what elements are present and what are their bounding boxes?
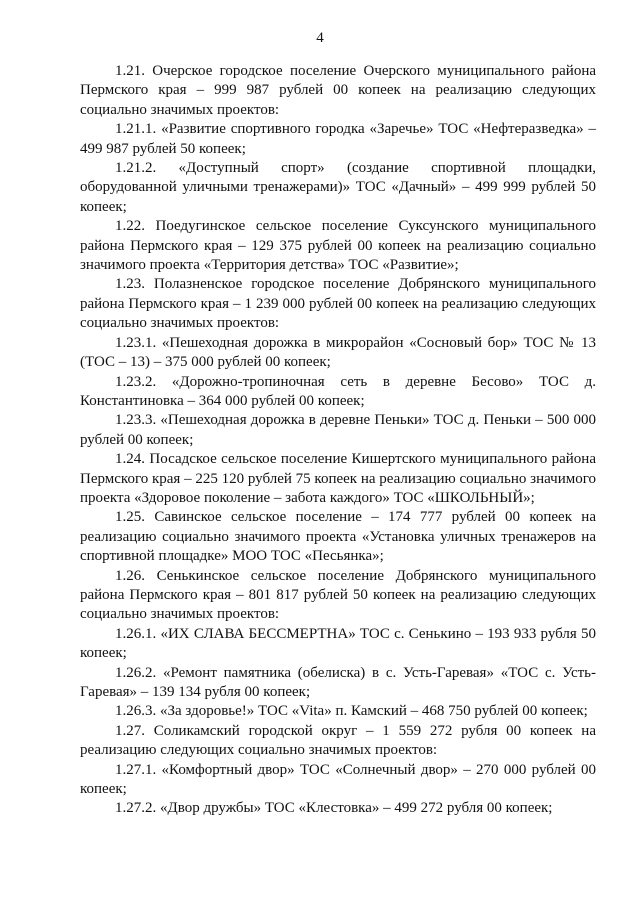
paragraph-1-23-2: 1.23.2. «Дорожно-тропиночная сеть в деревне Бесово» ТОС д. Константиновка – 364 000 рублей 00 копеек; [80,373,596,409]
paragraph-1-26: 1.26. Сенькинское сельское поселение Добрянского муниципального района Пермского края – 801 817 рублей 50 копеек на реализацию следующих социально значимых проектов: [80,567,596,623]
paragraph-1-26-3: 1.26.3. «За здоровье!» ТОС «Vita» п. Камский – 468 750 рублей 00 копеек; [115,703,588,720]
paragraph-1-25: 1.25. Савинское сельское поселение – 174 777 рублей 00 копеек на реализацию социально значимого проекта «Установка уличных тренажеров на спортивной площадке» МОО ТОС «Песьянка»; [80,509,596,565]
page-number: 4 [316,30,324,46]
paragraph-1-27-2: 1.27.2. «Двор дружбы» ТОС «Клестовка» – 499 272 рубля 00 копеек; [115,800,553,817]
paragraph-1-27: 1.27. Соликамский городской округ – 1 559 272 рубля 00 копеек на реализацию следующих социально значимых проектов: [80,722,596,759]
paragraph-1-22: 1.22. Поедугинское сельское поселение Суксунского муниципального района Пермского края – 129 375 рублей 00 копеек на реализацию социально значимого проекта «Территория детства» ТОС «Развитие»; [80,218,596,274]
document-body [80,62,596,819]
paragraph-1-23-1: 1.23.1. «Пешеходная дорожка в микрорайон «Сосновый бор» ТОС № 13 (ТОС – 13) – 375 000 рублей 00 копеек; [80,334,596,371]
paragraph-1-23-3: 1.23.3. «Пешеходная дорожка в деревне Пеньки» ТОС д. Пеньки – 500 000 рублей 00 копеек; [80,412,596,448]
paragraph-1-21-1: 1.21.1. «Развитие спортивного городка «Заречье» ТОС «Нефтеразведка» – 499 987 рублей 50 копеек; [80,121,596,157]
paragraph-1-26-2: 1.26.2. «Ремонт памятника (обелиска) в с. Усть-Гаревая» «ТОС с. Усть-Гаревая» – 139 134 рубля 00 копеек; [80,664,596,700]
paragraph-1-23: 1.23. Полазненское городское поселение Добрянского муниципального района Пермского края – 1 239 000 рублей 00 копеек на реализацию следующих социально значимых проектов: [80,276,596,332]
paragraph-1-26-1: 1.26.1. «ИХ СЛАВА БЕССМЕРТНА» ТОС с. Сенькино – 193 933 рубля 50 копеек; [80,625,596,662]
paragraph-1-24: 1.24. Посадское сельское поселение Кишертского муниципального района Пермского края – 225 120 рублей 75 копеек на реализацию социально значимого проекта «Здоровое поколение – забота каждого» ТОС «ШКОЛЬНЫЙ»; [80,451,596,506]
paragraph-1-27-1: 1.27.1. «Комфортный двор» ТОС «Солнечный двор» – 270 000 рублей 00 копеек; [80,761,596,798]
paragraph-1-21-2: 1.21.2. «Доступный спорт» (создание спортивной площадки, оборудованной уличными тренажерами)» ТОС «Дачный» – 499 999 рублей 50 копеек; [80,160,596,215]
paragraph-1-21: 1.21. Очерское городское поселение Очерского муниципального района Пермского края – 999 987 рублей 00 копеек на реализацию следующих социально значимых проектов: [80,63,596,118]
